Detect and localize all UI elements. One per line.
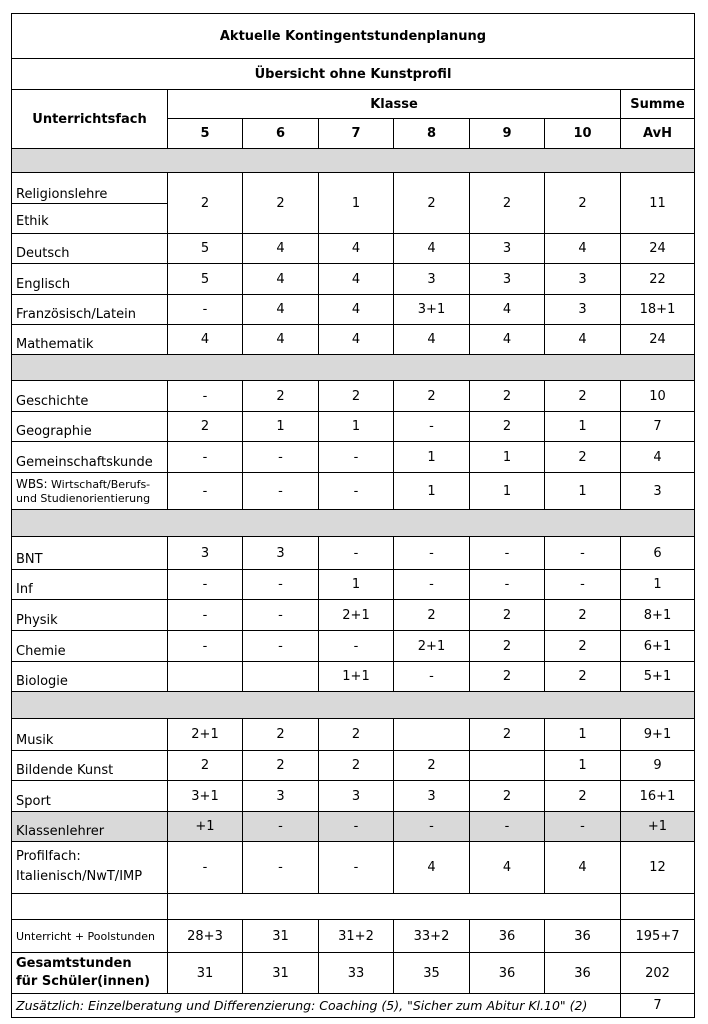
value-cell: -: [394, 570, 470, 600]
value-cell: 4: [545, 842, 621, 894]
value-cell: 2: [470, 662, 545, 692]
sum-cell: 3: [621, 473, 695, 510]
value-cell: 3: [168, 537, 243, 570]
table-row: [12, 234, 695, 264]
pool-row: [12, 920, 695, 953]
subject-label: Bildende Kunst: [12, 751, 168, 781]
table-row: [12, 812, 695, 842]
value-cell: 2: [545, 442, 621, 473]
value-cell: 4: [243, 325, 319, 355]
subject-label: Chemie: [12, 631, 168, 662]
subject-header: Unterrichtsfach: [12, 90, 168, 149]
sum-cell: 12: [621, 842, 695, 894]
value-cell: 2: [243, 751, 319, 781]
value-cell: 33+2: [394, 920, 470, 953]
value-cell: -: [168, 842, 243, 894]
value-cell: 3+1: [394, 295, 470, 325]
value-cell: 4: [470, 325, 545, 355]
sum-cell: 9: [621, 751, 695, 781]
value-cell: 2: [470, 631, 545, 662]
sum-cell: 22: [621, 264, 695, 295]
value-cell: 2: [545, 381, 621, 412]
value-cell: -: [168, 381, 243, 412]
sum-cell: 24: [621, 325, 695, 355]
value-cell: -: [545, 570, 621, 600]
blank-row: [12, 894, 695, 920]
value-cell: 4: [319, 234, 394, 264]
sum-cell: 11: [621, 173, 695, 234]
value-cell: -: [545, 537, 621, 570]
value-cell: -: [394, 537, 470, 570]
value-cell: -: [319, 537, 394, 570]
value-cell: 4: [243, 295, 319, 325]
table-row: [12, 537, 695, 570]
value-cell: 4: [319, 264, 394, 295]
table-row: [12, 662, 695, 692]
value-cell: 5: [168, 264, 243, 295]
table-row: [12, 264, 695, 295]
subject-label: Geographie: [12, 412, 168, 442]
value-cell: 3: [319, 781, 394, 812]
value-cell: [168, 662, 243, 692]
value-cell: -: [394, 812, 470, 842]
value-cell: [243, 662, 319, 692]
table-row: [12, 442, 695, 473]
value-cell: 4: [394, 842, 470, 894]
grade-header: 9: [470, 119, 545, 149]
value-cell: 2: [545, 631, 621, 662]
total-label-cell: [12, 953, 168, 994]
value-cell: 4: [394, 234, 470, 264]
value-cell: 31+2: [319, 920, 394, 953]
value-cell: 31: [243, 953, 319, 994]
value-cell: -: [243, 842, 319, 894]
value-cell: 3: [394, 264, 470, 295]
value-cell: 33: [319, 953, 394, 994]
sum-cell: 24: [621, 234, 695, 264]
value-cell: 4: [545, 325, 621, 355]
sum-cell: 7: [621, 412, 695, 442]
value-cell: -: [470, 570, 545, 600]
sum-cell: 6+1: [621, 631, 695, 662]
value-cell: 31: [243, 920, 319, 953]
value-cell: 1: [319, 173, 394, 234]
total-label: Gesamtstunden: [16, 956, 132, 971]
value-cell: 2: [168, 173, 243, 234]
value-cell: 2: [545, 781, 621, 812]
value-cell: -: [243, 600, 319, 631]
value-cell: 2+1: [319, 600, 394, 631]
table-row: [12, 600, 695, 631]
table-row: [12, 412, 695, 442]
value-cell: 2: [243, 173, 319, 234]
value-cell: -: [168, 295, 243, 325]
value-cell: 2: [319, 751, 394, 781]
table-row: [12, 631, 695, 662]
table-title: Aktuelle Kontingentstundenplanung: [12, 14, 695, 59]
subject-cell: [12, 173, 168, 234]
subject-label: Deutsch: [12, 234, 168, 264]
value-cell: 2: [470, 719, 545, 751]
grade-header: 8: [394, 119, 470, 149]
table-row: [12, 570, 695, 600]
value-cell: 2: [394, 173, 470, 234]
sum-subheader: AvH: [621, 119, 695, 149]
sum-cell: 7: [621, 994, 695, 1018]
value-cell: 1: [545, 751, 621, 781]
value-cell: 4: [394, 325, 470, 355]
table-row: [12, 719, 695, 751]
total-label: Unterricht + Poolstunden: [12, 920, 168, 953]
footer-note: Zusätzlich: Einzelberatung und Differenzierung: Coaching (5), "Sicher zum Abitur Kl.10" (2): [12, 994, 621, 1018]
value-cell: -: [168, 570, 243, 600]
value-cell: 3: [470, 234, 545, 264]
value-cell: 2: [470, 381, 545, 412]
value-cell: 31: [168, 953, 243, 994]
value-cell: +1: [168, 812, 243, 842]
table-row: [12, 842, 695, 894]
value-cell: 2: [394, 600, 470, 631]
section-separator: [12, 149, 695, 173]
value-cell: 5: [168, 234, 243, 264]
value-cell: 2: [470, 781, 545, 812]
value-cell: 2: [168, 412, 243, 442]
sum-cell: 5+1: [621, 662, 695, 692]
value-cell: -: [319, 842, 394, 894]
value-cell: -: [470, 812, 545, 842]
subject-label: WBS:: [16, 476, 48, 491]
subject-label: Gemeinschaftskunde: [12, 442, 168, 473]
footer-row: [12, 994, 695, 1018]
sum-header: Summe: [621, 90, 695, 119]
table-row: [12, 751, 695, 781]
value-cell: 36: [470, 920, 545, 953]
value-cell: 36: [545, 920, 621, 953]
sum-cell: 202: [621, 953, 695, 994]
value-cell: 2: [470, 173, 545, 234]
value-cell: 1: [319, 570, 394, 600]
value-cell: -: [168, 473, 243, 510]
value-cell: 2: [470, 412, 545, 442]
table-row: [12, 173, 695, 234]
sum-cell: +1: [621, 812, 695, 842]
value-cell: 3: [470, 264, 545, 295]
value-cell: 2: [319, 381, 394, 412]
value-cell: 3: [243, 537, 319, 570]
value-cell: -: [319, 473, 394, 510]
table-row: [12, 295, 695, 325]
value-cell: 2: [243, 381, 319, 412]
subject-label: und Studienorientierung: [16, 491, 151, 505]
value-cell: 1: [394, 473, 470, 510]
subject-cell: [12, 473, 168, 510]
section-separator: [12, 510, 695, 537]
value-cell: -: [168, 631, 243, 662]
value-cell: 2: [243, 719, 319, 751]
subject-label: BNT: [12, 537, 168, 570]
sum-cell: 9+1: [621, 719, 695, 751]
value-cell: 2: [545, 173, 621, 234]
value-cell: 3: [243, 781, 319, 812]
value-cell: [470, 751, 545, 781]
value-cell: -: [243, 473, 319, 510]
value-cell: -: [319, 812, 394, 842]
value-cell: -: [319, 631, 394, 662]
subject-label: Englisch: [12, 264, 168, 295]
subject-label: Sport: [12, 781, 168, 812]
subject-label: Wirtschaft/Berufs-: [47, 477, 151, 491]
value-cell: -: [243, 570, 319, 600]
value-cell: 3: [394, 781, 470, 812]
contingent-table: [11, 13, 695, 1018]
value-cell: 4: [545, 234, 621, 264]
subject-label: Mathematik: [12, 325, 168, 355]
subject-label: Ethik: [16, 213, 49, 229]
value-cell: 36: [470, 953, 545, 994]
value-cell: 3+1: [168, 781, 243, 812]
value-cell: 2: [470, 600, 545, 631]
value-cell: 2: [394, 751, 470, 781]
table-row: [12, 473, 695, 510]
sum-cell: 195+7: [621, 920, 695, 953]
grade-header: 6: [243, 119, 319, 149]
section-separator: [12, 355, 695, 381]
table-row: [12, 781, 695, 812]
grade-header: 7: [319, 119, 394, 149]
sum-cell: 8+1: [621, 600, 695, 631]
value-cell: 3: [545, 295, 621, 325]
value-cell: 1: [470, 473, 545, 510]
table-row: [12, 325, 695, 355]
value-cell: -: [470, 537, 545, 570]
value-cell: 2+1: [168, 719, 243, 751]
value-cell: 2: [545, 662, 621, 692]
value-cell: 2: [394, 381, 470, 412]
subject-label: Physik: [12, 600, 168, 631]
value-cell: 1: [545, 473, 621, 510]
value-cell: 28+3: [168, 920, 243, 953]
subject-label: Profilfach:: [16, 849, 81, 864]
subject-label: Geschichte: [12, 381, 168, 412]
sum-cell: 16+1: [621, 781, 695, 812]
subject-label: Inf: [12, 570, 168, 600]
total-label: für Schüler(innen): [16, 974, 151, 989]
value-cell: 1: [394, 442, 470, 473]
sum-cell: 10: [621, 381, 695, 412]
value-cell: 2: [545, 600, 621, 631]
value-cell: -: [243, 631, 319, 662]
value-cell: 2+1: [394, 631, 470, 662]
value-cell: -: [319, 442, 394, 473]
sum-cell: 6: [621, 537, 695, 570]
subject-label: Biologie: [12, 662, 168, 692]
value-cell: -: [545, 812, 621, 842]
value-cell: 1: [545, 719, 621, 751]
value-cell: -: [168, 600, 243, 631]
table-subtitle: Übersicht ohne Kunstprofil: [12, 59, 695, 90]
value-cell: 4: [319, 325, 394, 355]
sum-cell: 18+1: [621, 295, 695, 325]
subject-label: Musik: [12, 719, 168, 751]
value-cell: 4: [243, 234, 319, 264]
value-cell: 2: [319, 719, 394, 751]
value-cell: 1+1: [319, 662, 394, 692]
subject-cell: [12, 842, 168, 894]
class-header: Klasse: [168, 90, 621, 119]
value-cell: -: [168, 442, 243, 473]
subject-label: Religionslehre: [12, 174, 167, 204]
value-cell: 35: [394, 953, 470, 994]
subject-label: Französisch/Latein: [12, 295, 168, 325]
value-cell: 1: [319, 412, 394, 442]
value-cell: 4: [319, 295, 394, 325]
value-cell: [394, 719, 470, 751]
value-cell: 4: [470, 842, 545, 894]
subject-label: Klassenlehrer: [12, 812, 168, 842]
value-cell: -: [394, 662, 470, 692]
value-cell: 4: [470, 295, 545, 325]
value-cell: 4: [243, 264, 319, 295]
value-cell: 1: [243, 412, 319, 442]
value-cell: 2: [168, 751, 243, 781]
value-cell: -: [243, 812, 319, 842]
sum-cell: 4: [621, 442, 695, 473]
table-row: [12, 381, 695, 412]
section-separator: [12, 692, 695, 719]
subject-label: Italienisch/NwT/IMP: [16, 869, 143, 884]
grade-header: 10: [545, 119, 621, 149]
value-cell: 36: [545, 953, 621, 994]
value-cell: 4: [168, 325, 243, 355]
value-cell: 1: [470, 442, 545, 473]
value-cell: 1: [545, 412, 621, 442]
value-cell: -: [243, 442, 319, 473]
grade-header: 5: [168, 119, 243, 149]
total-row: [12, 953, 695, 994]
value-cell: -: [394, 412, 470, 442]
sum-cell: 1: [621, 570, 695, 600]
value-cell: 3: [545, 264, 621, 295]
